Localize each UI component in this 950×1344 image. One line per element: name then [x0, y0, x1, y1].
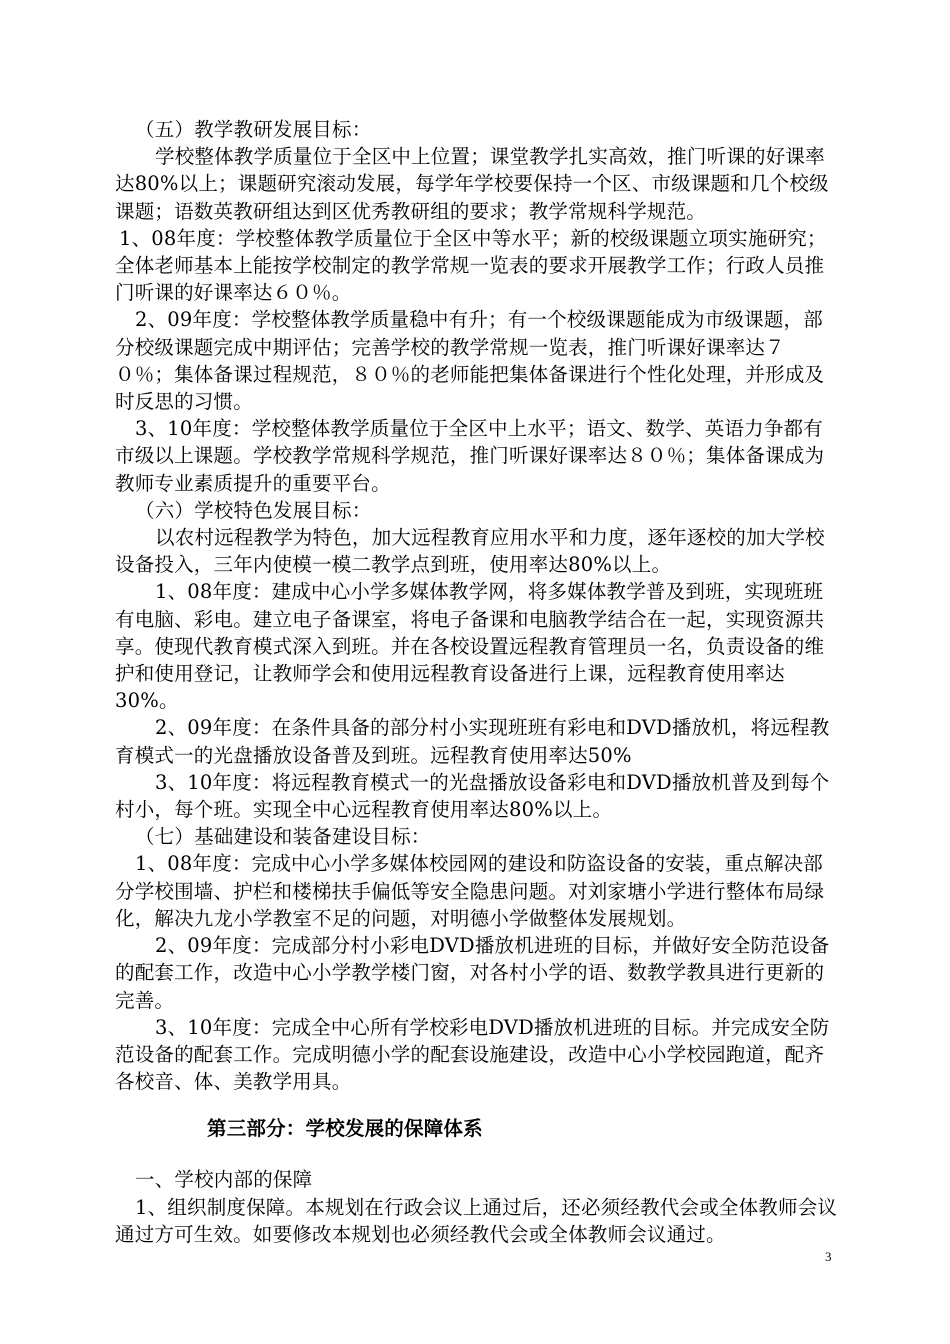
subsection-heading: 一、学校内部的保障 [135, 1168, 313, 1192]
paragraph: 2、09年度：学校整体教学质量稳中有升；有一个校级课题能成为市级课题，部分校级课题完成中期评估；完善学校的教学常规一览表，推门听课好课率达７０％；集体备课过程规范，８０％的老师能把集体备课进行个性化处理，并形成及时反思的习惯。 [115, 308, 825, 414]
part-three-heading: 第三部分：学校发展的保障体系 [207, 1117, 483, 1141]
page-number: 3 [825, 1249, 832, 1264]
paragraph: 3、10年度：完成全中心所有学校彩电DVD播放机进班的目标。并完成安全防范设备的配套工作。完成明德小学的配套设施建设，改造中心小学校园跑道，配齐各校音、体、美教学用具。 [115, 1015, 830, 1094]
section-heading-five: （五）教学教研发展目标： [135, 118, 372, 141]
page-content [115, 116, 840, 1248]
paragraph: 学校整体教学质量位于全区中上位置；课堂教学扎实高效，推门听课的好课率达80%以上；课题研究滚动发展，每学年学校要保持一个区、市级课题和几个校级课题；语数英教研组达到区优秀教研组的要求；教学常规科学规范。 [115, 145, 829, 223]
paragraph: 1、08年度：建成中心小学多媒体教学网，将多媒体教学普及到班，实现班班有电脑、彩电。建立电子备课室，将电子备课和电脑教学结合在一起，实现资源共享。使现代教育模式深入到班。并在各校设置远程教育管理员一名，负责设备的维护和使用登记，让教师学会和使用远程教育设备进行上课，远程教育使用率达30%。 [115, 580, 825, 713]
paragraph: 2、09年度：完成部分村小彩电DVD播放机进班的目标，并做好安全防范设备的配套工作，改造中心小学教学楼门窗，对各村小学的语、数教学教具进行更新的完善。 [115, 934, 830, 1012]
paragraph: 以农村远程教学为特色，加大远程教育应用水平和力度，逐年逐校的加大学校设备投入，三年内使模一模二教学点到班，使用率达80%以上。 [115, 526, 825, 577]
paragraph: 1、08年度：完成中心小学多媒体校园网的建设和防盗设备的安装，重点解决部分学校围墙、护栏和楼梯扶手偏低等安全隐患问题。对刘家塘小学进行整体布局绿化，解决九龙小学教室不足的问题，对明德小学做整体发展规划。 [115, 852, 825, 930]
paragraph: 2、09年度：在条件具备的部分村小实现班班有彩电和DVD播放机，将远程教育模式一的光盘播放设备普及到班。远程教育使用率达50% [115, 716, 830, 767]
paragraph: 1、组织制度保障。本规划在行政会议上通过后，还必须经教代会或全体教师会议通过方可生效。如要修改本规划也必须经教代会或全体教师会议通过。 [115, 1195, 838, 1246]
section-heading-six: （六）学校特色发展目标： [135, 498, 372, 522]
section-heading-seven: （七）基础建设和装备建设目标： [135, 825, 431, 849]
paragraph: 3、10年度：将远程教育模式一的光盘播放设备彩电和DVD播放机普及到每个村小，每个班。实现全中心远程教育使用率达80%以上。 [115, 770, 830, 822]
paragraph: 1、08年度：学校整体教学质量位于全区中等水平；新的校级课题立项实施研究；全体老师基本上能按学校制定的教学常规一览表的要求开展教学工作；行政人员推门听课的好课率达６０％。 [115, 226, 827, 305]
paragraph: 3、10年度：学校整体教学质量位于全区中上水平；语文、数学、英语力争都有市级以上课题。学校教学常规科学规范，推门听课好课率达８０％；集体备课成为教师专业素质提升的重要平台。 [115, 417, 825, 495]
